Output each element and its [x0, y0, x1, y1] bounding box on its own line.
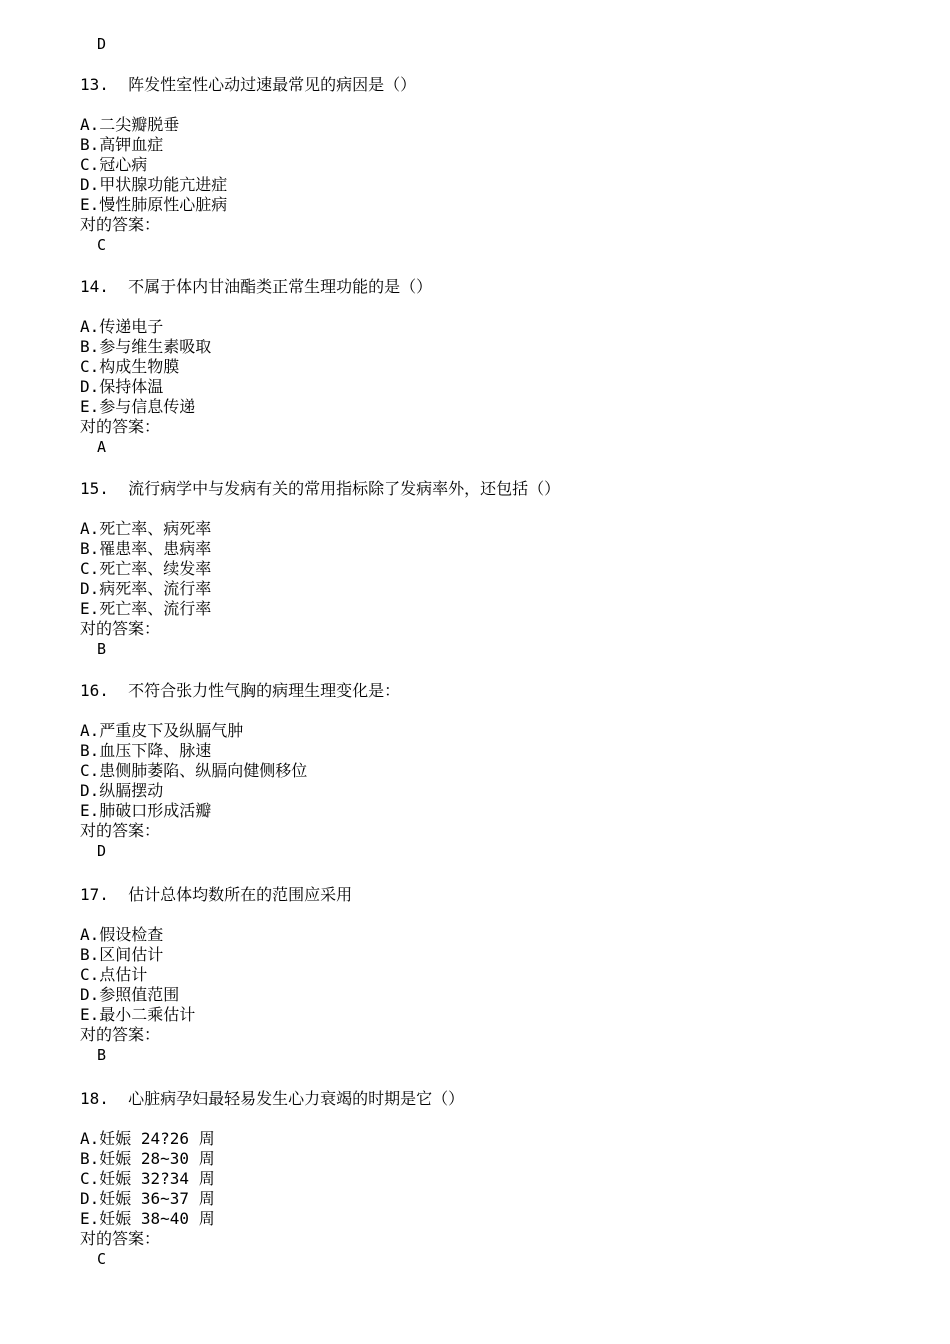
answer-label: 对的答案： [80, 1229, 161, 1248]
question-text: 阵发性室性心动过速最常见的病因是（） [128, 75, 417, 94]
option-a: A.假设检查 [80, 925, 164, 944]
options-list [80, 115, 900, 215]
option-a: A.严重皮下及纵膈气肿 [80, 721, 244, 740]
options-list [80, 519, 900, 619]
option-a: A.传递电子 [80, 317, 164, 336]
answer-value: D [97, 842, 107, 860]
question-line [80, 277, 900, 297]
option-b: B.参与维生素吸取 [80, 337, 212, 356]
option-d: D.病死率、流行率 [80, 579, 212, 598]
option-b: B.血压下降、脉速 [80, 741, 212, 760]
option-e: E.肺破口形成活瓣 [80, 801, 212, 820]
option-e: E.最小二乘估计 [80, 1005, 196, 1024]
option-a: A.妊娠 24?26 周 [80, 1129, 215, 1148]
option-c: C.点估计 [80, 965, 148, 984]
option-c: C.死亡率、续发率 [80, 559, 212, 578]
question-block [80, 75, 900, 255]
question-text: 心脏病孕妇最轻易发生心力衰竭的时期是它（） [128, 1089, 465, 1108]
option-d: D.甲状腺功能亢进症 [80, 175, 228, 194]
question-block [80, 885, 900, 1065]
answer-label: 对的答案： [80, 821, 161, 840]
question-block [80, 479, 900, 659]
option-b: B.区间估计 [80, 945, 164, 964]
option-c: C.构成生物膜 [80, 357, 180, 376]
answer-label: 对的答案： [80, 215, 161, 234]
answer-value: B [97, 1046, 107, 1064]
answer-value: C [97, 1250, 107, 1268]
question-text: 流行病学中与发病有关的常用指标除了发病率外，还包括（） [128, 479, 561, 498]
previous-answer-value: D [97, 35, 107, 53]
question-number: 18. [80, 1089, 109, 1108]
answer-value: A [97, 438, 107, 456]
question-number: 16. [80, 681, 109, 700]
option-b: B.罹患率、患病率 [80, 539, 212, 558]
option-e: E.慢性肺原性心脏病 [80, 195, 228, 214]
options-list [80, 317, 900, 417]
option-a: A.二尖瓣脱垂 [80, 115, 180, 134]
question-text: 估计总体均数所在的范围应采用 [128, 885, 353, 904]
question-number: 15. [80, 479, 109, 498]
options-list [80, 925, 900, 1025]
option-d: D.保持体温 [80, 377, 164, 396]
answer-value: C [97, 236, 107, 254]
question-number: 14. [80, 277, 109, 296]
option-b: B.妊娠 28~30 周 [80, 1149, 215, 1168]
option-d: D.纵膈摆动 [80, 781, 164, 800]
question-line [80, 681, 900, 701]
answer-label: 对的答案： [80, 417, 161, 436]
question-line [80, 885, 900, 905]
option-c: C.患侧肺萎陷、纵膈向健侧移位 [80, 761, 308, 780]
answer-value: B [97, 640, 107, 658]
option-c: C.妊娠 32?34 周 [80, 1169, 215, 1188]
option-d: D.参照值范围 [80, 985, 180, 1004]
option-d: D.妊娠 36~37 周 [80, 1189, 215, 1208]
option-a: A.死亡率、病死率 [80, 519, 212, 538]
option-b: B.高钾血症 [80, 135, 164, 154]
options-list [80, 1129, 900, 1229]
option-c: C.冠心病 [80, 155, 148, 174]
question-line [80, 75, 900, 95]
question-block [80, 1089, 900, 1269]
option-e: E.参与信息传递 [80, 397, 196, 416]
answer-label: 对的答案： [80, 1025, 161, 1044]
question-block [80, 681, 900, 861]
question-line [80, 479, 900, 499]
question-number: 17. [80, 885, 109, 904]
question-text: 不符合张力性气胸的病理生理变化是： [128, 681, 401, 700]
question-block [80, 277, 900, 457]
question-line [80, 1089, 900, 1109]
options-list [80, 721, 900, 821]
answer-label: 对的答案： [80, 619, 161, 638]
question-text: 不属于体内甘油酯类正常生理功能的是（） [128, 277, 433, 296]
question-number: 13. [80, 75, 109, 94]
option-e: E.死亡率、流行率 [80, 599, 212, 618]
option-e: E.妊娠 38~40 周 [80, 1209, 215, 1228]
